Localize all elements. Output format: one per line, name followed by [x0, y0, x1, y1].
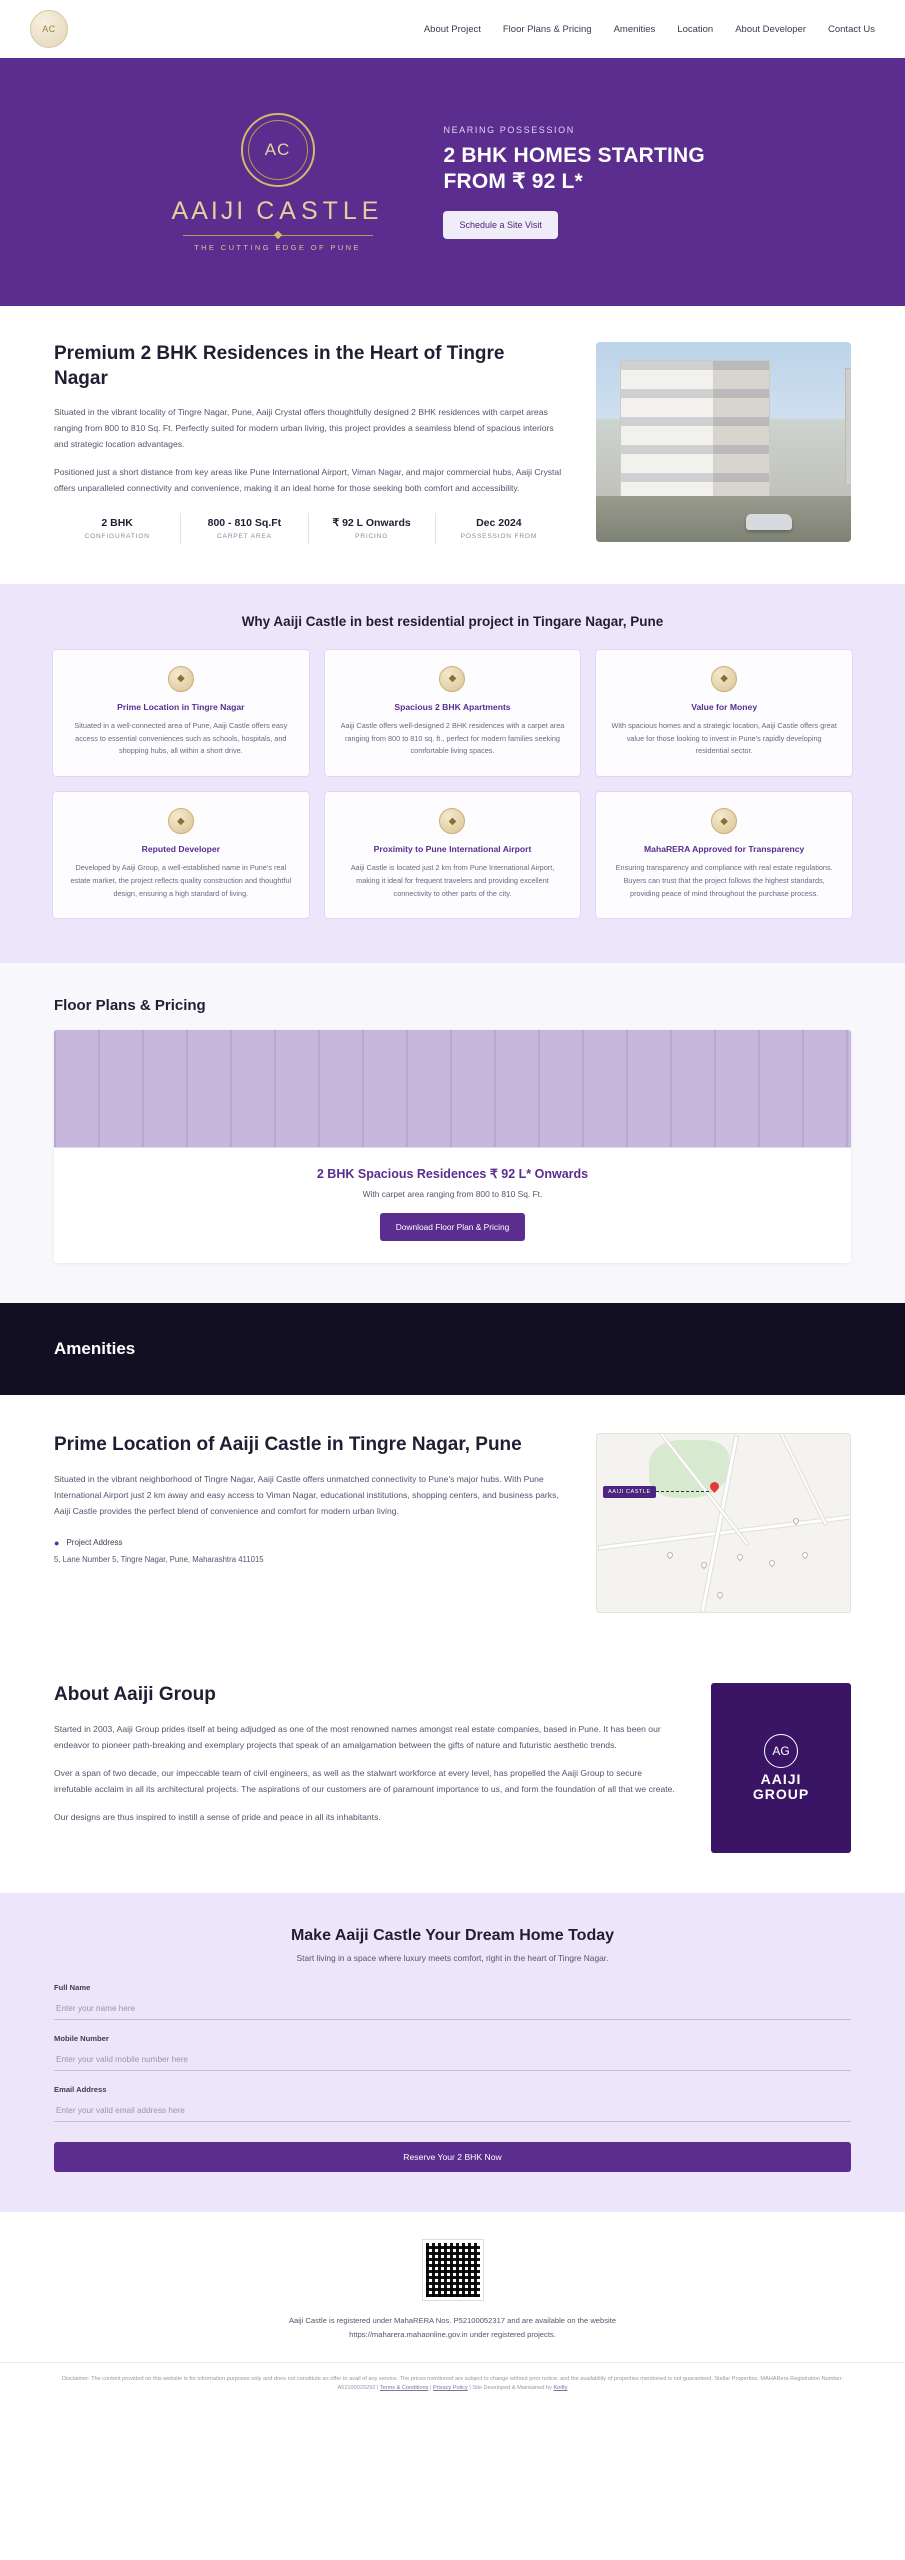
- developer-logo-mark-text: AG: [772, 1744, 790, 1759]
- hero-copy: [443, 125, 733, 240]
- why-card: [595, 649, 853, 777]
- full-name-field-group: [54, 1983, 851, 2020]
- shield-icon: ◆: [711, 808, 737, 834]
- nav-links: [424, 24, 875, 35]
- developer-logo-line-2: GROUP: [752, 1786, 810, 1803]
- why-card-heading: Value for Money: [691, 701, 758, 712]
- rera-line-1: Aaiji Castle is registered under MahaRERA Nos. P52100052317 and are available on the website: [288, 2316, 617, 2326]
- schedule-site-visit-button[interactable]: Schedule a Site Visit: [443, 211, 557, 239]
- disclaimer-tail: | Site Developed & Maintained by: [469, 2385, 552, 2392]
- full-name-label: Full Name: [54, 1983, 91, 1993]
- hero-tagline: THE CUTTING EDGE OF PUNE: [194, 242, 361, 252]
- map-road: [776, 1433, 828, 1526]
- about-section: [0, 1657, 905, 1893]
- why-card-heading: MahaRERA Approved for Transparency: [644, 844, 805, 855]
- map-road: [598, 1515, 851, 1551]
- download-floor-plan-button[interactable]: Download Floor Plan & Pricing: [380, 1213, 526, 1241]
- footer-disclaimer: [0, 2362, 905, 2412]
- address-row: [54, 1538, 562, 1548]
- stat-label: CONFIGURATION: [84, 532, 150, 540]
- amenities-section: [0, 1303, 905, 1395]
- map-marker-icon: [801, 1551, 809, 1559]
- nav-link-contact-us[interactable]: Contact Us: [828, 23, 875, 35]
- why-card: [52, 791, 310, 919]
- brand-seal-icon: [241, 113, 315, 187]
- email-field-group: [54, 2085, 851, 2122]
- location-section: [0, 1395, 905, 1657]
- nav-link-location[interactable]: Location: [677, 23, 714, 35]
- building-shape: [620, 360, 770, 500]
- floor-plan-image: [54, 1030, 851, 1148]
- hero-brand-lockup: [172, 113, 384, 252]
- developer-logo-mark-icon: [764, 1734, 798, 1768]
- site-logo[interactable]: [30, 10, 68, 48]
- award-icon: ◆: [168, 666, 194, 692]
- why-card-text: Aaiji Castle offers well-designed 2 BHK residences with a carpet area ranging from 800 to 810 sq. ft., perfect for modern families seeking comfortable living spaces.: [340, 720, 565, 756]
- qr-code-image: [423, 2240, 483, 2300]
- why-card: [324, 649, 582, 777]
- stat-label: POSSESSION FROM: [460, 532, 538, 540]
- why-card-grid: [52, 649, 853, 920]
- map-marker-icon: [716, 1591, 724, 1599]
- why-card-text: Aaiji Castle is located just 2 km from Pune International Airport, making it ideal for frequent travelers and providing excellent connectivity to other parts of the city.: [350, 863, 555, 898]
- hero-eyebrow: NEARING POSSESSION: [443, 124, 575, 135]
- privacy-policy-link[interactable]: Privacy Policy: [432, 2385, 468, 2392]
- address-value: 5, Lane Number 5, Tingre Nagar, Pune, Maharashtra 411015: [54, 1554, 264, 1564]
- why-section: [0, 584, 905, 964]
- mobile-number-field-group: [54, 2034, 851, 2071]
- stat-value: 800 - 810 Sq.Ft: [207, 516, 282, 529]
- location-map[interactable]: [596, 1433, 851, 1613]
- full-name-input[interactable]: [54, 1998, 851, 2020]
- home-icon: ◆: [439, 666, 465, 692]
- project-stats: [54, 513, 562, 544]
- stat-value: Dec 2024: [476, 516, 522, 529]
- developer-logo-line-1: AAIJI: [760, 1771, 802, 1788]
- floor-plan-body: [54, 1148, 851, 1263]
- map-project-label: AAIJI CASTLE: [603, 1486, 656, 1498]
- project-intro-section: [0, 306, 905, 584]
- address-label: Project Address: [66, 1538, 123, 1548]
- why-card-text: Situated in a well-connected area of Pune, Aaiji Castle offers easy access to essential conveniences such as schools, hospitals, and shopping hubs, all within a short drive.: [74, 720, 288, 756]
- hero-divider: [183, 235, 373, 236]
- developer-logo-text: [753, 1772, 809, 1803]
- nav-link-amenities[interactable]: Amenities: [613, 23, 656, 35]
- amenities-title: Amenities: [54, 1339, 136, 1359]
- about-paragraph-2: Over a span of two decade, our impeccable team of civil engineers, as well as the stalwart workforce at every level, has propelled the Aaiji Group to secure irrefutable acclaim in all its architectural projects. The aspirations of our customers are of paramount importance to us, and form the foundation of all that we create.: [54, 1767, 675, 1794]
- airport-icon: ◆: [439, 808, 465, 834]
- about-text: [54, 1683, 677, 1853]
- why-card-text: Developed by Aaiji Group, a well-established name in Pune's real estate market, the project reflects quality construction and thoughtful design, ensuring a high standard of living.: [70, 863, 292, 898]
- disclaimer-text: Disclaimer: The content provided on this website is for information purposes only and does not constitute an offer to avail of any service. The prices mentioned are subject to change without prior notice, and the availability of properties mentioned is not guaranteed. Stellar Properties. MAHARera Registration Number: A52100029292 |: [61, 2375, 844, 2392]
- reserve-now-button[interactable]: Reserve Your 2 BHK Now: [54, 2142, 851, 2172]
- contact-title: Make Aaiji Castle Your Dream Home Today: [290, 1927, 615, 1945]
- mobile-number-label: Mobile Number: [54, 2034, 109, 2044]
- floor-plans-section: [0, 963, 905, 1303]
- why-card: [324, 791, 582, 919]
- email-field[interactable]: [54, 2100, 851, 2122]
- top-navigation: [0, 0, 905, 58]
- car-shape: [746, 514, 792, 530]
- disclaimer-separator: |: [429, 2385, 432, 2392]
- rera-line-2: https://maharera.mahaonline.gov.in under registered projects.: [349, 2330, 556, 2340]
- why-card: [52, 649, 310, 777]
- why-card-heading: Reputed Developer: [141, 844, 220, 855]
- why-card: [595, 791, 853, 919]
- value-icon: ◆: [711, 666, 737, 692]
- map-marker-icon: [736, 1553, 744, 1561]
- hero-brand-primary: AAIJI: [171, 196, 247, 225]
- map-marker-icon: [768, 1559, 776, 1567]
- floor-plan-card: [54, 1030, 851, 1263]
- rera-section: [0, 2212, 905, 2361]
- about-paragraph-3: Our designs are thus inspired to instill a sense of pride and peace in all its inhabitants.: [54, 1811, 381, 1822]
- map-leader-line: [651, 1491, 709, 1492]
- brand-seal-text: AC: [264, 139, 291, 159]
- project-intro-text: [54, 342, 562, 544]
- contact-subtitle: Start living in a space where luxury meets comfort, right in the heart of Tingre Nagar.: [296, 1953, 609, 1964]
- intro-paragraph-2: Positioned just a short distance from key areas like Pune International Airport, Viman Nagar, and major commercial hubs, Aaiji Crystal offers unparalleled connectivity and convenience, making it an ideal home for those seeking both comfort and accessibility.: [54, 467, 562, 493]
- nav-link-about-developer[interactable]: About Developer: [735, 23, 806, 35]
- contact-section: [0, 1893, 905, 2212]
- why-card-heading: Spacious 2 BHK Apartments: [394, 701, 511, 712]
- stat-value: ₹ 92 L Onwards: [332, 516, 411, 529]
- why-card-heading: Proximity to Pune International Airport: [373, 844, 532, 855]
- stat-pricing: [309, 513, 436, 544]
- floor-plan-heading: 2 BHK Spacious Residences ₹ 92 L* Onwards: [316, 1167, 589, 1182]
- nav-link-floor-plans[interactable]: Floor Plans & Pricing: [502, 23, 592, 35]
- page-title: Premium 2 BHK Residences in the Heart of Tingre Nagar: [54, 343, 505, 389]
- nav-link-about-project[interactable]: About Project: [423, 23, 481, 35]
- floor-plan-subtext: With carpet area ranging from 800 to 810 Sq. Ft.: [362, 1189, 543, 1200]
- mobile-number-input[interactable]: [54, 2049, 851, 2071]
- building-photo: [596, 342, 851, 542]
- stat-value: 2 BHK: [101, 516, 133, 529]
- terms-conditions-link[interactable]: Terms & Conditions: [379, 2385, 429, 2392]
- stat-label: PRICING: [355, 532, 389, 540]
- builder-icon: ◆: [168, 808, 194, 834]
- site-developer-link[interactable]: Kinfty: [553, 2385, 568, 2392]
- building-wing-shape: [845, 368, 851, 486]
- map-marker-icon: [700, 1561, 708, 1569]
- map-marker-icon: [666, 1551, 674, 1559]
- why-section-title: Why Aaiji Castle in best residential project in Tingare Nagar, Pune: [241, 613, 664, 629]
- site-logo-text: AC: [42, 24, 56, 34]
- ground-shape: [596, 496, 851, 542]
- hero-banner: [0, 58, 905, 306]
- location-pin-icon: ●: [54, 1537, 60, 1548]
- location-text: [54, 1433, 562, 1613]
- stat-possession: [436, 513, 562, 544]
- why-card-text: With spacious homes and a strategic location, Aaiji Castle offers great value for those looking to invest in Pune's rapidly developing residential sector.: [611, 720, 837, 756]
- floor-plans-title: Floor Plans & Pricing: [54, 997, 206, 1015]
- intro-paragraph-1: Situated in the vibrant locality of Tingre Nagar, Pune, Aaiji Crystal offers thoughtfully designed 2 BHK residences with carpet areas ranging from 800 to 810 Sq. Ft. Perfectly suited for modern urban living, this project provides a seamless blend of spacious interiors and strategic location advantages.: [54, 407, 554, 450]
- email-label: Email Address: [54, 2085, 107, 2095]
- location-paragraph: Situated in the vibrant neighborhood of Tingre Nagar, Aaiji Castle offers unmatched connectivity to Pune's major hubs. With Pune International Airport just 2 km away and easy access to Viman Nagar, educational institutions, shopping centers, and business parks, Aaiji Castle provides the perfect blend of convenience and comfort for modern urban living.: [54, 1474, 559, 1516]
- why-card-heading: Prime Location in Tingre Nagar: [117, 701, 245, 712]
- hero-brand-name: [172, 197, 384, 226]
- hero-brand-secondary: CASTLE: [256, 196, 384, 225]
- hero-title: 2 BHK HOMES STARTING FROM ₹ 92 L*: [443, 143, 705, 193]
- why-card-text: Ensuring transparency and compliance with real estate regulations. Buyers can trust that the project follows the highest standards, providing peace of mind throughout the purchase process.: [615, 863, 833, 898]
- about-title: About Aaiji Group: [54, 1684, 216, 1706]
- developer-logo: [711, 1683, 851, 1853]
- stat-configuration: [54, 513, 181, 544]
- stat-carpet-area: [181, 513, 308, 544]
- location-title: Prime Location of Aaiji Castle in Tingre Nagar, Pune: [54, 1434, 522, 1456]
- stat-label: CARPET AREA: [216, 532, 272, 540]
- about-paragraph-1: Started in 2003, Aaiji Group prides itself at being adjudged as one of the most renowned names amongst real estate companies, based in Pune. It has been our endeavor to pioneer path-breaking and exemplary projects that speak of an amalgamation between the gifts of nature and futuristic aesthetic trends.: [54, 1724, 661, 1750]
